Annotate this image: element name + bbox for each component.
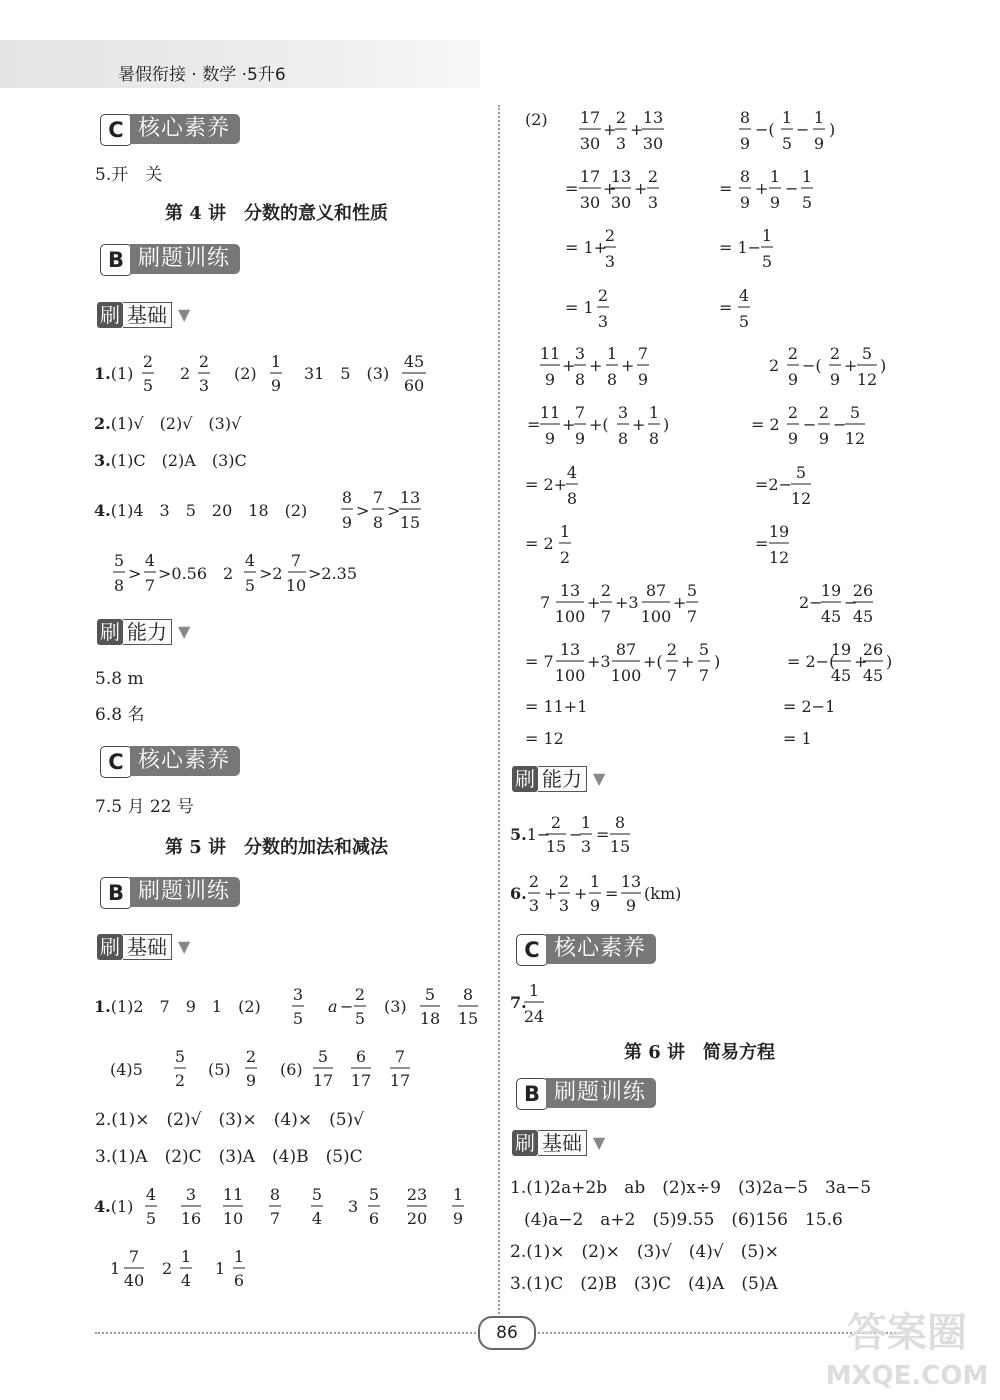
svg-text:7: 7 (666, 666, 678, 685)
svg-text:1: 1 (233, 1247, 245, 1266)
svg-text:4: 4 (566, 463, 578, 482)
svg-text:3: 3 (558, 896, 570, 915)
svg-text:9: 9 (739, 134, 751, 153)
svg-text:2: 2 (600, 581, 612, 600)
svg-text:5.1−: 5.1− (510, 825, 551, 844)
lesson-title: 第 6 讲 简易方程 (624, 1042, 776, 1063)
svg-text:10: 10 (222, 1209, 244, 1228)
svg-text:8: 8 (614, 813, 626, 832)
svg-text:+: + (574, 884, 588, 903)
subsection-ability: 刷 能力 ▼ (97, 619, 190, 647)
svg-text:1.(1): 1.(1) (94, 364, 134, 383)
svg-text:12: 12 (790, 489, 812, 508)
svg-text:9: 9 (813, 134, 825, 153)
svg-text:5: 5 (145, 1209, 157, 1228)
svg-text:2: 2 (787, 344, 799, 363)
header-title: 暑假衔接 · 数学 ·5升6 (118, 65, 286, 85)
svg-text:5: 5 (311, 1185, 323, 1204)
svg-text:(2): (2) (525, 110, 548, 129)
svg-text:): ) (880, 356, 887, 375)
svg-text:>: > (356, 501, 370, 520)
svg-text:5: 5 (686, 581, 698, 600)
svg-text:45: 45 (820, 607, 842, 626)
svg-text:4.(1): 4.(1) (94, 1197, 134, 1216)
svg-text:5: 5 (113, 551, 125, 570)
svg-text:5: 5 (861, 344, 873, 363)
svg-text:11: 11 (539, 344, 561, 363)
lesson5-basics-answers-1 (90, 978, 490, 1088)
lesson-title: 第 4 讲 分数的意义和性质 (165, 203, 389, 224)
svg-text:19: 19 (768, 522, 790, 541)
svg-text:7: 7 (144, 576, 156, 595)
svg-text:9: 9 (589, 896, 601, 915)
svg-text:7: 7 (290, 551, 302, 570)
svg-text:+: + (587, 593, 601, 612)
svg-text:8: 8 (574, 370, 586, 389)
svg-text:2: 2 (354, 985, 366, 1004)
svg-text:=: = (565, 179, 579, 198)
svg-text:5: 5 (761, 252, 773, 271)
svg-text:= 1: = 1 (783, 729, 812, 748)
svg-text:1: 1 (781, 108, 793, 127)
svg-text:1: 1 (648, 403, 660, 422)
svg-text:15: 15 (545, 837, 567, 856)
svg-text:60: 60 (403, 376, 425, 395)
answer-line: 6.8 名 (95, 705, 145, 725)
section-core-literacy: C 核心素养 (100, 746, 240, 778)
svg-text:): ) (829, 120, 836, 139)
svg-text:5: 5 (354, 1009, 366, 1028)
svg-text:7: 7 (372, 488, 384, 507)
svg-text:1: 1 (452, 1185, 464, 1204)
lesson-title: 第 5 讲 分数的加法和减法 (165, 837, 389, 858)
svg-text:5: 5 (698, 640, 710, 659)
svg-text:+3: +3 (615, 593, 639, 612)
svg-text:= 2−(: = 2−( (787, 652, 836, 671)
svg-text:>2: >2 (259, 564, 283, 583)
svg-text:+: + (844, 356, 858, 375)
svg-text:45: 45 (862, 666, 884, 685)
svg-text:+(: +( (643, 652, 663, 671)
svg-text:2: 2 (829, 344, 841, 363)
svg-text:=: = (719, 298, 733, 317)
svg-text:4: 4 (244, 551, 256, 570)
section-drill-training: B 刷题训练 (100, 244, 240, 276)
svg-text:1: 1 (528, 981, 540, 1000)
svg-text:11: 11 (222, 1185, 244, 1204)
svg-text:1: 1 (580, 813, 592, 832)
svg-text:−: − (340, 997, 354, 1016)
svg-text:−: − (785, 179, 799, 198)
svg-text:−: − (796, 120, 810, 139)
svg-text:8: 8 (372, 513, 384, 532)
svg-text:= 7: = 7 (525, 652, 554, 671)
svg-text:9: 9 (544, 370, 556, 389)
svg-text:8: 8 (739, 167, 751, 186)
svg-text:8: 8 (566, 489, 578, 508)
svg-text:40: 40 (123, 1271, 145, 1290)
svg-text:9: 9 (574, 429, 586, 448)
svg-text:9: 9 (625, 896, 637, 915)
svg-text:>: > (128, 564, 142, 583)
svg-text:9: 9 (818, 429, 830, 448)
svg-text:6: 6 (368, 1209, 380, 1228)
subsection-basics: 刷 基础 ▼ (512, 1130, 605, 1158)
subsection-basics: 刷 基础 ▼ (97, 302, 190, 330)
svg-text:6: 6 (233, 1271, 245, 1290)
svg-text:100: 100 (640, 607, 672, 626)
svg-text:= 2: = 2 (525, 534, 554, 553)
svg-text:4: 4 (144, 551, 156, 570)
svg-text:1: 1 (589, 872, 601, 891)
column-divider (498, 105, 500, 1333)
svg-text:1: 1 (761, 226, 773, 245)
svg-text:30: 30 (579, 134, 601, 153)
svg-text:= 2+: = 2+ (525, 475, 568, 494)
svg-text:9: 9 (769, 193, 781, 212)
svg-text:(3): (3) (384, 997, 407, 1016)
svg-text:3: 3 (198, 376, 210, 395)
svg-text:3: 3 (528, 896, 540, 915)
svg-text:=: = (596, 825, 610, 844)
svg-text:9: 9 (544, 429, 556, 448)
answer-line: 5.开 关 (95, 165, 163, 185)
svg-text:7: 7 (269, 1209, 281, 1228)
svg-text:5: 5 (781, 134, 793, 153)
svg-text:a: a (328, 997, 338, 1016)
svg-text:1: 1 (813, 108, 825, 127)
svg-text:45: 45 (830, 666, 852, 685)
answer-line: 2.(1)× (2)√ (3)× (4)× (5)√ (95, 1110, 365, 1130)
svg-text:4: 4 (145, 1185, 157, 1204)
svg-text:7: 7 (574, 403, 586, 422)
svg-text:3: 3 (348, 1197, 359, 1216)
svg-text:=2−: =2− (755, 475, 792, 494)
svg-text:3: 3 (617, 403, 629, 422)
svg-text:2−: 2− (799, 593, 823, 612)
svg-text:2: 2 (198, 352, 210, 371)
svg-text:2.(1)√ (2)√ (3)√: 2.(1)√ (2)√ (3)√ (94, 414, 242, 433)
section-core-literacy: C 核心素养 (100, 114, 240, 146)
svg-text:3: 3 (580, 837, 592, 856)
svg-text:17: 17 (389, 1071, 411, 1088)
svg-text:2: 2 (558, 872, 570, 891)
svg-text:): ) (886, 652, 893, 671)
svg-text:45: 45 (403, 352, 425, 371)
svg-text:+3: +3 (587, 652, 611, 671)
svg-text:+: + (621, 356, 635, 375)
lesson5-basics-answers-4 (90, 1178, 490, 1298)
svg-text:= 2: = 2 (751, 415, 780, 434)
triangle-down-icon: ▼ (178, 622, 191, 641)
svg-text:5: 5 (317, 1047, 329, 1066)
svg-text:答案圈: 答案圈 (847, 1310, 967, 1356)
svg-text:(2): (2) (234, 364, 257, 383)
svg-text:+: + (673, 593, 687, 612)
svg-text:−(: −( (802, 356, 822, 375)
svg-text:2: 2 (559, 548, 571, 567)
svg-text:7: 7 (637, 344, 649, 363)
svg-text:17: 17 (350, 1071, 372, 1088)
svg-text:18: 18 (419, 1009, 441, 1028)
svg-text:24: 24 (523, 1007, 545, 1026)
svg-text:5: 5 (849, 403, 861, 422)
svg-text:2: 2 (666, 640, 678, 659)
svg-text:+: + (854, 652, 868, 671)
svg-text:2: 2 (818, 403, 830, 422)
svg-text:8: 8 (113, 576, 125, 595)
svg-text:+: + (630, 120, 644, 139)
svg-text:MXQE.COM: MXQE.COM (825, 1361, 989, 1391)
svg-text:>2.35: >2.35 (308, 564, 358, 583)
answer-line: 5.8 m (95, 669, 144, 689)
svg-text:3: 3 (185, 1185, 197, 1204)
svg-text:26: 26 (862, 640, 884, 659)
lesson4-basics-answers (90, 345, 490, 605)
svg-text:= 1−: = 1− (719, 238, 762, 257)
svg-text:6: 6 (355, 1047, 367, 1066)
svg-text:5: 5 (795, 463, 807, 482)
svg-text:7.: 7. (510, 993, 527, 1012)
svg-text:9: 9 (341, 513, 353, 532)
svg-text:5: 5 (424, 985, 436, 1004)
section-drill-training: B 刷题训练 (100, 877, 240, 909)
svg-text:+: + (755, 179, 769, 198)
svg-text:12: 12 (768, 548, 790, 567)
svg-text:1: 1 (110, 1259, 121, 1278)
triangle-down-icon: ▼ (593, 769, 606, 788)
svg-text:−: − (569, 825, 583, 844)
svg-text:3: 3 (597, 312, 609, 331)
svg-text:8: 8 (617, 429, 629, 448)
svg-text:= 12: = 12 (525, 729, 564, 748)
answer-line: (4)a−2 a+2 (5)9.55 (6)156 15.6 (524, 1210, 843, 1230)
svg-text:2: 2 (787, 403, 799, 422)
svg-text:=: = (719, 179, 733, 198)
svg-text:30: 30 (579, 193, 601, 212)
svg-text:1: 1 (801, 167, 813, 186)
svg-text:10: 10 (285, 576, 307, 595)
svg-text:13: 13 (399, 488, 421, 507)
svg-text:1: 1 (180, 1247, 192, 1266)
svg-text:7: 7 (540, 593, 551, 612)
svg-text:9: 9 (787, 370, 799, 389)
svg-text:8: 8 (606, 370, 618, 389)
lesson5-ability-answers (508, 808, 928, 1033)
svg-text:= 1+: = 1+ (565, 238, 608, 257)
svg-text:8: 8 (739, 108, 751, 127)
svg-text:=: = (527, 415, 541, 434)
svg-text:7: 7 (600, 607, 612, 626)
svg-text:2: 2 (647, 167, 659, 186)
svg-text:6.: 6. (510, 884, 527, 903)
svg-text:15: 15 (399, 513, 421, 532)
svg-text:5: 5 (368, 1185, 380, 1204)
svg-text:9: 9 (637, 370, 649, 389)
page-number: 86 (478, 1316, 536, 1350)
svg-text:1: 1 (769, 167, 781, 186)
subsection-basics: 刷 基础 ▼ (97, 934, 190, 962)
svg-text:5: 5 (801, 193, 813, 212)
svg-text:20: 20 (406, 1209, 428, 1228)
triangle-down-icon: ▼ (178, 305, 191, 324)
svg-text:1: 1 (215, 1259, 226, 1278)
answer-line: 2.(1)× (2)× (3)√ (4)√ (5)× (510, 1242, 780, 1262)
svg-text:17: 17 (579, 167, 601, 186)
svg-text:2: 2 (550, 813, 562, 832)
svg-text:+: + (632, 415, 646, 434)
answer-line: 1.(1)2a+2b ab (2)x÷9 (3)2a−5 3a−5 (510, 1178, 872, 1198)
svg-text:+: + (562, 415, 576, 434)
svg-text:2: 2 (180, 364, 191, 383)
svg-text:87: 87 (615, 640, 637, 659)
svg-text:15: 15 (609, 837, 631, 856)
svg-text:100: 100 (610, 666, 642, 685)
svg-text:17: 17 (579, 108, 601, 127)
svg-text:30: 30 (610, 193, 632, 212)
svg-text:2: 2 (142, 352, 154, 371)
svg-text:4.(1)4 3 5 20 18 (2): 4.(1)4 3 5 20 18 (2) (94, 501, 308, 520)
section-drill-training: B 刷题训练 (516, 1078, 656, 1110)
svg-text:15: 15 (457, 1009, 479, 1028)
svg-text:3: 3 (615, 134, 627, 153)
svg-text:19: 19 (820, 581, 842, 600)
svg-text:1: 1 (606, 344, 618, 363)
svg-text:2: 2 (604, 226, 616, 245)
svg-text:2: 2 (615, 108, 627, 127)
svg-text:8: 8 (648, 429, 660, 448)
svg-text:=: = (605, 884, 619, 903)
svg-text:45: 45 (852, 607, 874, 626)
svg-text:5: 5 (174, 1047, 186, 1066)
svg-text:16: 16 (180, 1209, 202, 1228)
svg-text:1: 1 (559, 522, 571, 541)
svg-text:8: 8 (341, 488, 353, 507)
svg-text:−(: −( (755, 120, 775, 139)
svg-text:(km): (km) (644, 884, 682, 903)
svg-text:(5): (5) (208, 1060, 231, 1079)
svg-text:+: + (562, 356, 576, 375)
answer-line: 3.(1)A (2)C (3)A (4)B (5)C (95, 1147, 363, 1167)
svg-text:5: 5 (142, 376, 154, 395)
svg-text:3: 3 (647, 193, 659, 212)
svg-text:3: 3 (574, 344, 586, 363)
svg-text:9: 9 (270, 376, 282, 395)
svg-text:4: 4 (738, 286, 750, 305)
svg-text:7: 7 (394, 1047, 406, 1066)
svg-text:): ) (663, 415, 670, 434)
svg-text:5: 5 (244, 576, 256, 595)
svg-text:(6): (6) (280, 1060, 303, 1079)
svg-text:30: 30 (642, 134, 664, 153)
svg-text:= 11+1: = 11+1 (525, 697, 588, 716)
triangle-down-icon: ▼ (593, 1133, 606, 1152)
svg-text:26: 26 (852, 581, 874, 600)
svg-text:9: 9 (829, 370, 841, 389)
svg-text:2: 2 (528, 872, 540, 891)
svg-text:100: 100 (554, 666, 586, 685)
svg-text:): ) (714, 652, 721, 671)
svg-text:19: 19 (830, 640, 852, 659)
watermark-logo (822, 1300, 992, 1394)
svg-text:+: + (544, 884, 558, 903)
svg-text:13: 13 (559, 581, 581, 600)
svg-text:2: 2 (162, 1259, 173, 1278)
svg-text:12: 12 (844, 429, 866, 448)
svg-text:(4)5: (4)5 (110, 1060, 143, 1079)
svg-text:=: = (755, 534, 769, 553)
svg-text:12: 12 (856, 370, 878, 389)
svg-text:4: 4 (180, 1271, 192, 1290)
svg-text:−: − (833, 415, 847, 434)
svg-text:−: − (844, 593, 858, 612)
subsection-ability: 刷 能力 ▼ (512, 766, 605, 794)
svg-text:9: 9 (245, 1071, 257, 1088)
svg-text:2: 2 (245, 1047, 257, 1066)
svg-text:+: + (589, 356, 603, 375)
lesson5-calculation-work (515, 105, 915, 755)
svg-text:9: 9 (739, 193, 751, 212)
svg-text:9: 9 (787, 429, 799, 448)
svg-text:2: 2 (769, 356, 780, 375)
svg-text:3: 3 (292, 985, 304, 1004)
svg-text:7: 7 (128, 1247, 140, 1266)
svg-text:8: 8 (462, 985, 474, 1004)
svg-text:17: 17 (312, 1071, 334, 1088)
svg-text:>: > (387, 501, 401, 520)
svg-text:8: 8 (269, 1185, 281, 1204)
section-core-literacy: C 核心素养 (516, 934, 656, 966)
svg-text:9: 9 (452, 1209, 464, 1228)
svg-text:+(: +( (589, 415, 609, 434)
svg-text:+: + (603, 179, 617, 198)
svg-text:2: 2 (174, 1071, 186, 1088)
answer-line: 3.(1)C (2)B (3)C (4)A (5)A (510, 1274, 778, 1294)
svg-text:+: + (634, 179, 648, 198)
svg-text:−: − (803, 415, 817, 434)
svg-text:>0.56 2: >0.56 2 (158, 564, 234, 583)
svg-text:13: 13 (620, 872, 642, 891)
svg-text:13: 13 (642, 108, 664, 127)
answer-line: 7.5 月 22 号 (95, 797, 194, 817)
svg-text:= 1: = 1 (565, 298, 594, 317)
svg-text:+: + (603, 120, 617, 139)
svg-text:1: 1 (270, 352, 282, 371)
svg-text:5: 5 (292, 1009, 304, 1028)
svg-text:23: 23 (406, 1185, 428, 1204)
svg-text:3: 3 (604, 252, 616, 271)
svg-text:= 2−1: = 2−1 (783, 697, 836, 716)
svg-text:13: 13 (610, 167, 632, 186)
svg-text:+: + (681, 652, 695, 671)
svg-text:4: 4 (311, 1209, 323, 1228)
svg-text:1.(1)2 7 9 1 (2): 1.(1)2 7 9 1 (2) (94, 997, 261, 1016)
svg-text:5: 5 (738, 312, 750, 331)
svg-text:100: 100 (554, 607, 586, 626)
svg-text:13: 13 (559, 640, 581, 659)
svg-text:7: 7 (698, 666, 710, 685)
triangle-down-icon: ▼ (178, 937, 191, 956)
svg-text:3.(1)C (2)A (3)C: 3.(1)C (2)A (3)C (94, 451, 247, 470)
svg-text:2: 2 (597, 286, 609, 305)
svg-text:7: 7 (686, 607, 698, 626)
svg-text:87: 87 (645, 581, 667, 600)
svg-text:31 5 (3): 31 5 (3) (304, 364, 390, 383)
svg-text:11: 11 (539, 403, 561, 422)
